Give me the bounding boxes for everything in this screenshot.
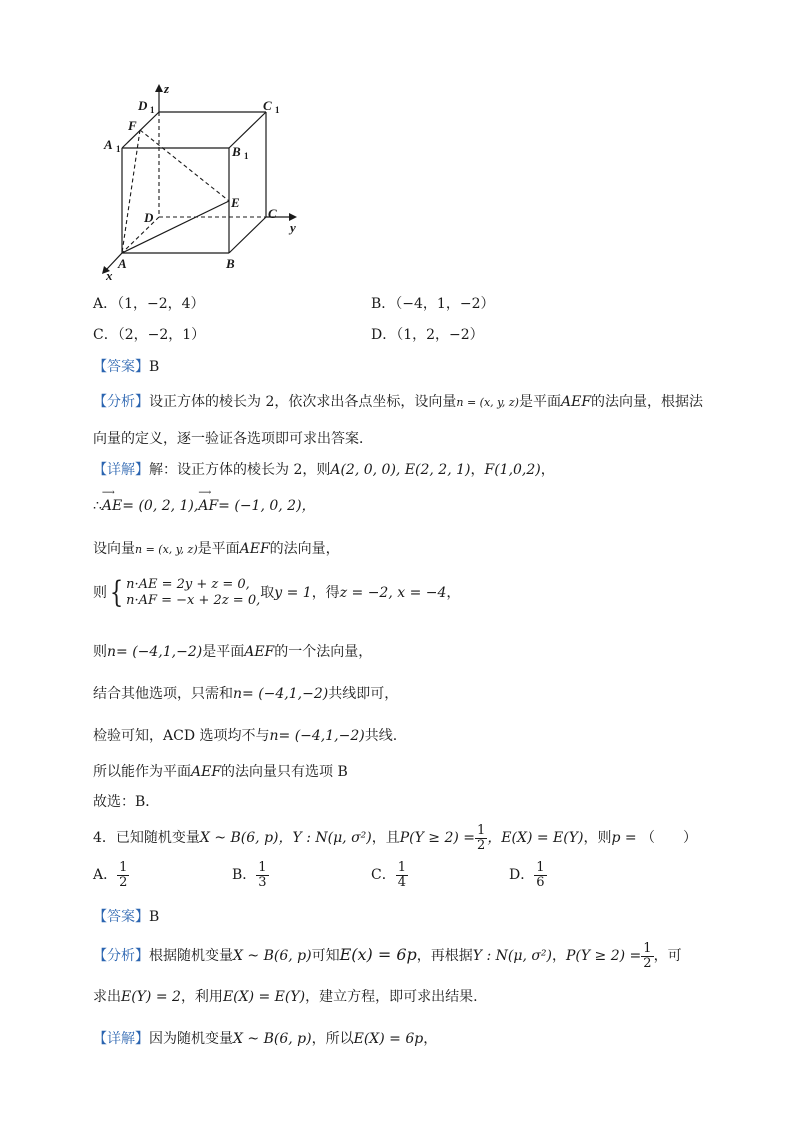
label-y: y [290,220,296,235]
text: 共线即可， [328,686,399,702]
label-d1-sub: 1 [150,105,155,115]
math: = (−1, 0, 2)， [218,498,316,514]
text: ， [423,1031,438,1047]
math: = (−4,1,−2) [116,644,203,660]
denominator: 2 [119,874,128,890]
math: ，Y : N(μ, σ²) [278,830,372,847]
q3-option-d: D．（1，2，−2） [371,327,484,343]
analysis-tag: 【分析】 [93,394,149,410]
q4-option-d [509,861,547,889]
math: X ~ B(6, p) [199,830,279,847]
math: AEF [191,764,222,780]
text: 设向量 [93,541,135,557]
denominator: 2 [477,837,486,853]
math: AEF [560,394,592,410]
math: AEF [244,644,275,660]
analysis-tag: 【分析】 [93,948,149,965]
text: 的一个法向量， [274,644,373,660]
math: P(Y ≥ 2) = [565,948,642,965]
q3-detail-line1: 【详解】解：设正方体的棱长为 2，则A(2, 0, 0), E(2, 2, 1)，F(1,0,2)， [93,462,555,478]
system-eq1: = 2y + z = 0, [161,577,250,592]
cube-figure [95,78,315,283]
math: y = 1 [274,585,312,601]
q3-check: 检验可知，ACD 选项均不与n= (−4,1,−2)共线. [93,728,398,744]
numerator: 1 [397,860,406,875]
q3-option-c: C．（2，−2，1） [93,327,206,343]
vec-ae: AE ⟶ [101,488,123,514]
text: 4．已知随机变量 [93,830,200,847]
math: Y : N(μ, σ²) [472,948,552,965]
text: = （ ） [620,830,698,847]
text: 是平面 [202,644,245,660]
text: 因为随机变量 [149,1031,233,1047]
text: 求出 [93,989,121,1005]
denominator: 3 [258,874,267,890]
text: 的法向量， [269,541,340,557]
option-label: C． [371,867,396,884]
text: ，则 [583,830,612,847]
text: 设正方体的棱长为 2，依次求出各点坐标，设向量 [149,394,457,410]
text: 根据随机变量 [149,948,233,965]
math: = (0, 2, 1), [122,498,199,514]
text: ， [446,585,461,601]
math: z = −2, x = −4 [339,585,447,601]
numerator: 1 [119,860,128,875]
label-x: x [106,268,113,283]
label-b: B [226,256,235,271]
q4-answer [93,906,159,926]
q3-analysis-line2: 向量的定义，逐一验证各选项即可求出答案． [93,431,373,447]
math: E(X) = E(Y) [222,989,306,1005]
q4-stem [93,824,697,852]
math: = (−4,1,−2) [278,728,365,744]
math: ，E(X) = E(Y) [487,830,584,847]
math: AEF [239,541,270,557]
option-label: D． [509,867,535,884]
q4-analysis-line2 [93,986,478,1006]
denominator: 4 [397,874,406,890]
label-c: C [268,206,277,221]
math: p [611,830,621,847]
math: X ~ B(6, p) [233,948,312,965]
q4-option-a [93,861,129,889]
label-c1: C [263,98,272,113]
vec-af: AF ⟶ [198,488,219,514]
fraction-half [475,824,487,852]
math: n = (x, y, z) [135,543,198,556]
q3-vectors-line: ∴AE ⟶ = (0, 2, 1),AF ⟶ = (−1, 0, 2)， [93,488,316,514]
denominator: 6 [536,874,545,890]
q4-detail [93,1028,437,1048]
text: ，得 [311,585,340,601]
math: E(Y) = 2 [121,989,181,1005]
text: ， [551,948,566,965]
label-c1-sub: 1 [275,105,280,115]
math: F(1,0,2) [484,462,541,478]
answer-tag: 【答案】 [93,909,149,925]
text: 是平面 [518,394,561,410]
math: A(2, 0, 0), E(2, 2, 1) [330,462,471,478]
q3-system: 则{ n·AE = 2y + z = 0, n·AF = −x + 2z = 0, 取y = 1，得z = −2, x = −4， [93,575,461,610]
text: 取 [260,585,275,601]
text: 的法向量，根据法 [591,394,704,410]
text: ，可 [653,948,682,965]
label-f: F [128,118,137,133]
text: 的法向量只有选项 B [221,764,348,780]
answer-value: B [149,909,160,925]
text: 则 [93,644,107,660]
text: 解：设正方体的棱长为 2，则 [149,462,331,478]
q3-option-a: A．（1，−2，4） [93,296,205,312]
detail-tag: 【详解】 [93,1031,149,1047]
label-a1-sub: 1 [116,144,121,154]
math: n = (x, y, z) [456,396,519,409]
text: 检验可知，ACD 选项均不与 [93,728,270,744]
q3-set-normal [93,538,340,558]
q4-analysis-line1 [93,942,682,970]
math: E(X) = 6p [353,1031,424,1047]
q3-normal-vector: 则n= (−4,1,−2)是平面AEF的一个法向量， [93,644,373,660]
detail-tag: 【详解】 [93,462,149,478]
q3-final: 故选：B． [93,794,160,810]
text: 共线. [364,728,398,744]
text: 所以能作为平面 [93,764,191,780]
text: ，利用 [180,989,223,1005]
numerator: 1 [258,860,267,875]
answer-value: B [149,359,160,375]
text: 是平面 [197,541,240,557]
text: ，所以 [311,1031,354,1047]
label-b1: B [232,144,241,159]
q3-option-b: B．（−4，1，−2） [371,296,495,312]
denominator: 2 [643,955,652,971]
numerator: 1 [643,941,652,956]
text: 则 [93,585,107,601]
answer-tag: 【答案】 [93,359,149,375]
text: 结合其他选项，只需和 [93,686,233,702]
numerator: 1 [536,860,545,875]
q4-option-b [232,861,269,889]
label-a: A [118,256,127,271]
option-label: B． [232,867,257,884]
text: ，再根据 [416,948,473,965]
text: ，且 [371,830,400,847]
label-z: z [164,81,170,96]
math: = (−4,1,−2) [242,686,329,702]
system-eq2: = −x + 2z = 0, [161,593,261,608]
label-d1: D [138,98,148,113]
q3-analysis-line1 [93,391,703,411]
math: P(Y ≥ 2) = [399,830,476,847]
math: E(x) = 6p [339,945,417,965]
option-label: A． [93,867,118,884]
q4-option-c [371,861,408,889]
q3-answer [93,356,159,376]
text: 可知 [311,948,340,965]
math: X ~ B(6, p) [233,1031,312,1047]
label-b1-sub: 1 [244,151,249,161]
q3-combine: 结合其他选项，只需和n= (−4,1,−2)共线即可， [93,686,399,702]
text: ，建立方程，即可求出结果. [305,989,478,1005]
q3-conclusion [93,761,348,781]
label-a1: A [104,137,113,152]
label-e: E [231,195,240,210]
numerator: 1 [477,823,486,838]
label-d: D [144,210,154,225]
